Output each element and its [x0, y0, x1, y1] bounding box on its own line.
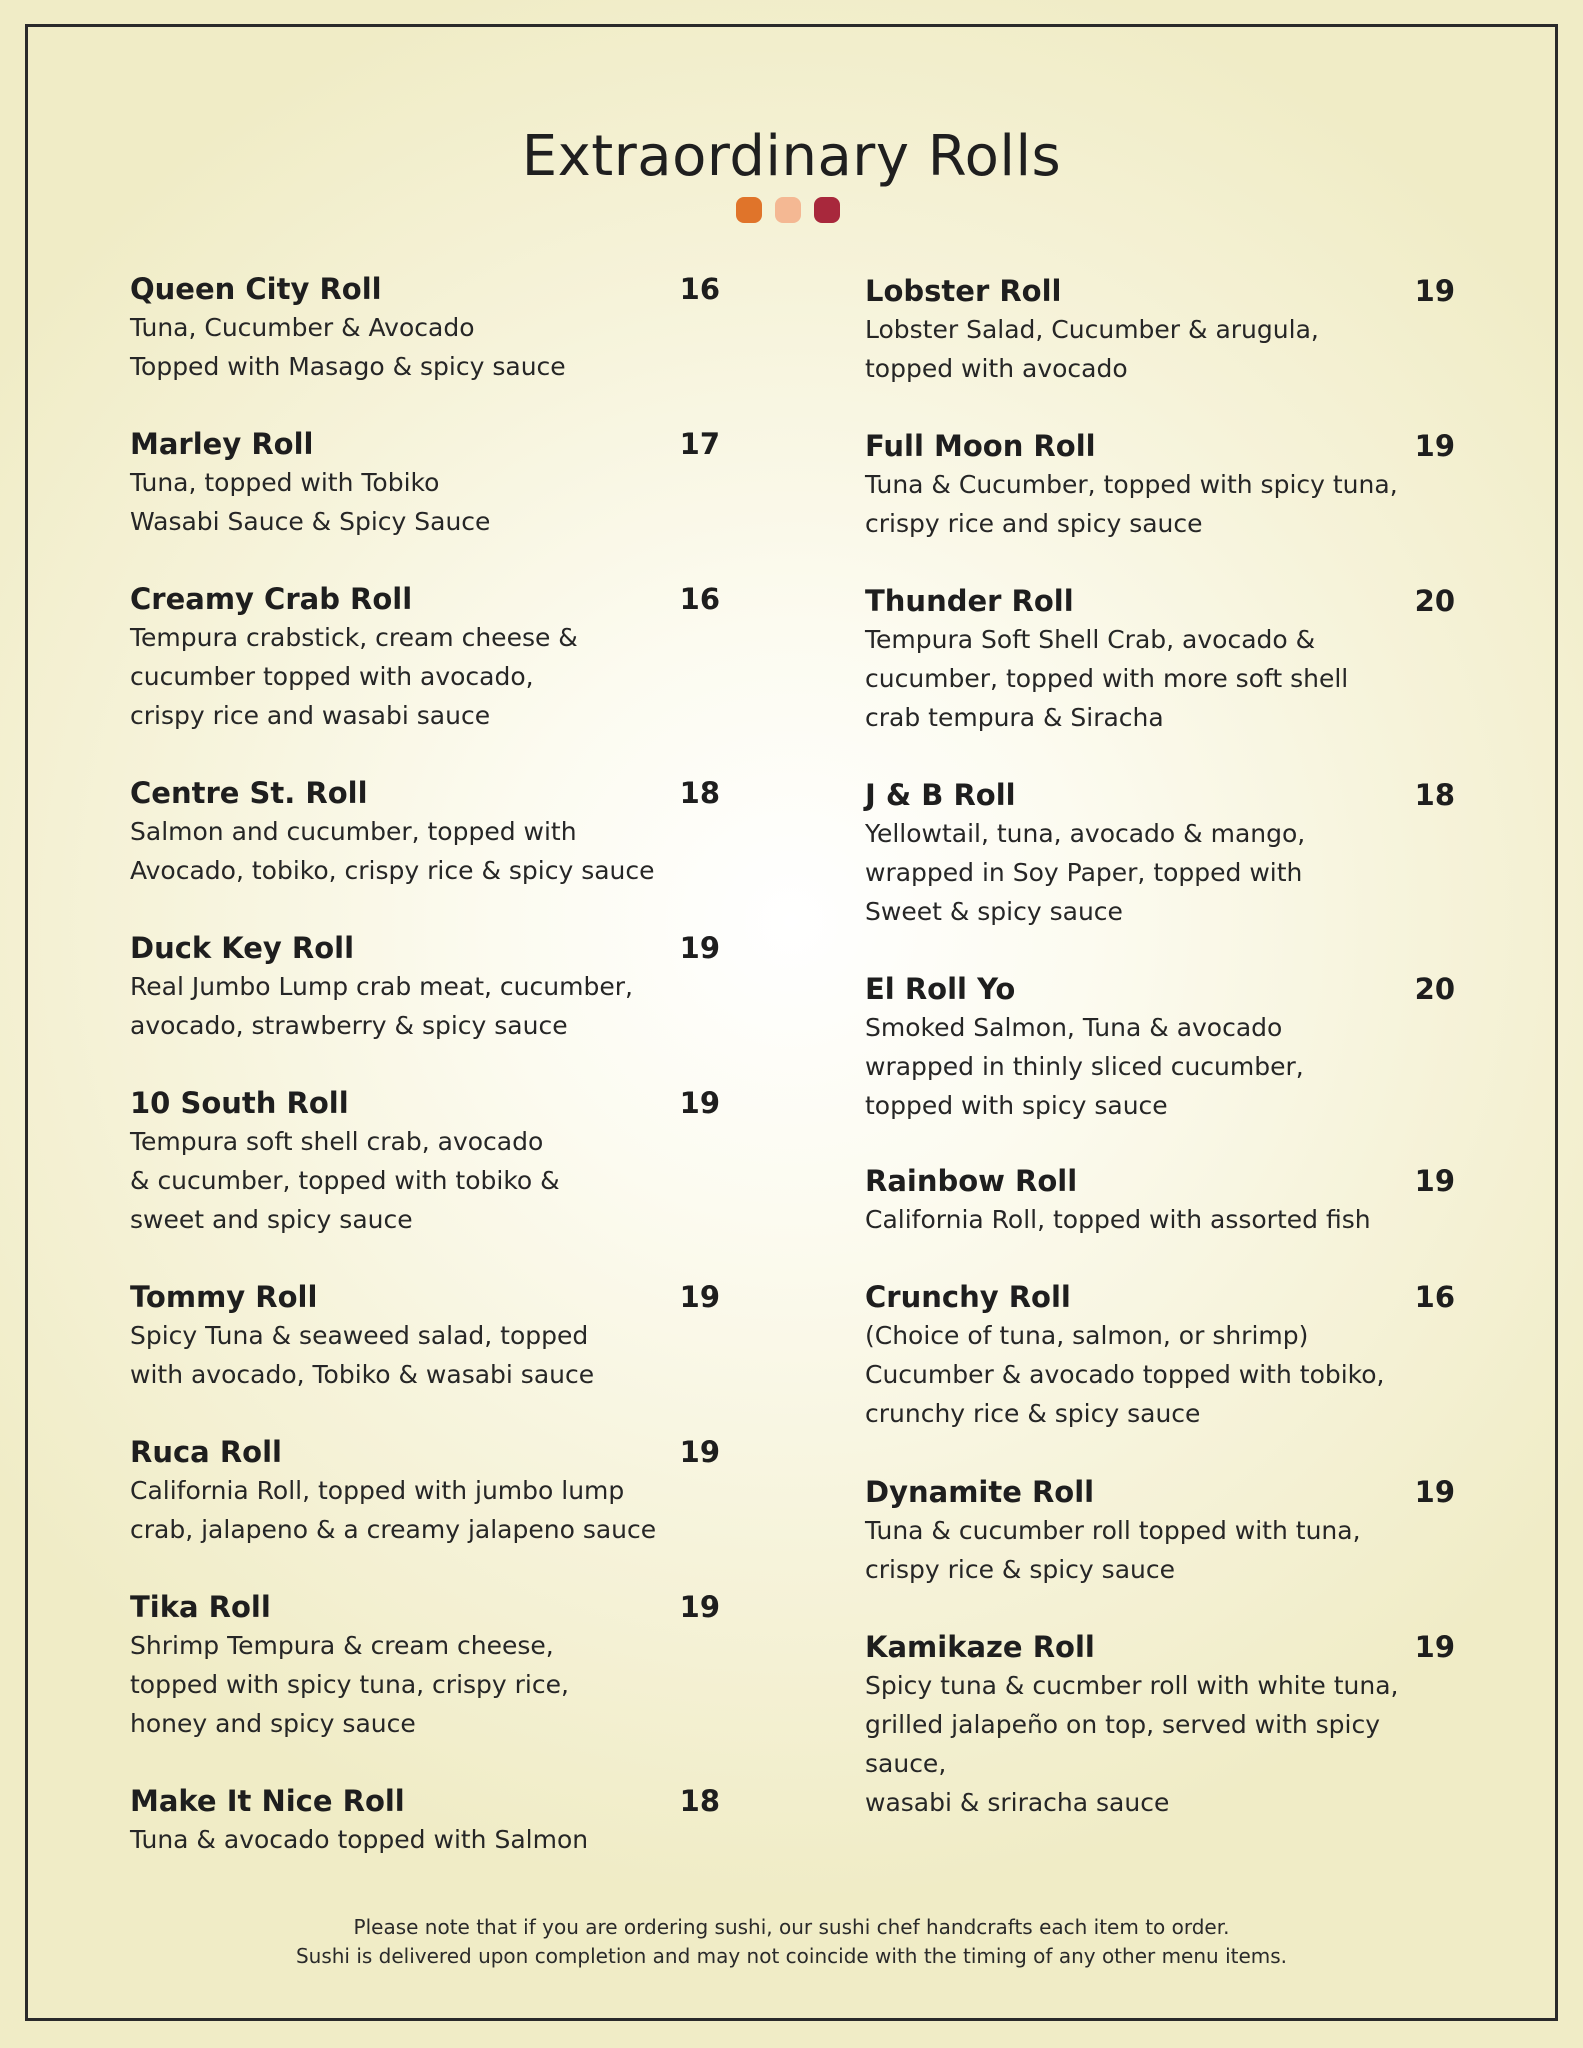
- menu-item-kamikaze-roll: [865, 1628, 1455, 1822]
- menu-item-price: 16: [679, 582, 720, 616]
- menu-item-make-it-nice-roll: [130, 1782, 720, 1859]
- menu-item-price: 19: [1414, 1475, 1455, 1509]
- menu-item-price: 19: [679, 1435, 720, 1469]
- menu-item-price: 16: [1414, 1280, 1455, 1314]
- menu-item-tommy-roll: [130, 1278, 720, 1394]
- accent-dots: [736, 197, 840, 223]
- menu-item-name: Full Moon Roll: [865, 429, 1096, 463]
- menu-item-name: Crunchy Roll: [865, 1280, 1071, 1314]
- menu-item-name: Queen City Roll: [130, 272, 382, 306]
- footer-note-line-2: Sushi is delivered upon completion and may not coincide with the timing of any other menu items.: [295, 1944, 1288, 1968]
- menu-item-description: Spicy Tuna & seaweed salad, topped with avocado, Tobiko & wasabi sauce: [130, 1321, 595, 1389]
- menu-item-price: 17: [679, 427, 720, 461]
- menu-item-name: El Roll Yo: [865, 972, 1016, 1006]
- menu-item-el-roll-yo: [865, 970, 1455, 1125]
- menu-item-marley-roll: [130, 425, 720, 541]
- menu-item-description: Tempura Soft Shell Crab, avocado & cucumber, topped with more soft shell crab tempura & Siracha: [865, 625, 1349, 732]
- menu-item-queen-city-roll: [130, 270, 720, 386]
- menu-item-description: Salmon and cucumber, topped with Avocado, tobiko, crispy rice & spicy sauce: [130, 817, 655, 885]
- menu-item-name: Duck Key Roll: [130, 931, 355, 965]
- menu-item-name: Tommy Roll: [130, 1280, 318, 1314]
- menu-item-j-b-roll: [865, 776, 1455, 931]
- menu-item-price: 19: [679, 1086, 720, 1120]
- menu-title: Extraordinary Rolls: [521, 124, 1062, 189]
- menu-item-name: Dynamite Roll: [865, 1475, 1095, 1509]
- menu-item-tika-roll: [130, 1588, 720, 1743]
- menu-item-name: Lobster Roll: [865, 274, 1062, 308]
- menu-item-description: Smoked Salmon, Tuna & avocado wrapped in thinly sliced cucumber, topped with spicy sauce: [865, 1013, 1304, 1120]
- menu-item-description: Tuna, topped with Tobiko Wasabi Sauce & Spicy Sauce: [130, 468, 491, 536]
- menu-item-description: Lobster Salad, Cucumber & arugula, topped with avocado: [865, 315, 1319, 383]
- menu-item-price: 20: [1414, 972, 1455, 1006]
- sushi-footer-note: [0, 1913, 1583, 1971]
- menu-item-price: 19: [679, 1590, 720, 1624]
- menu-item-description: Tempura soft shell crab, avocado & cucumber, topped with tobiko & sweet and spicy sauce: [130, 1127, 560, 1234]
- menu-item-price: 20: [1414, 584, 1455, 618]
- menu-item-description: California Roll, topped with assorted fish: [865, 1205, 1371, 1234]
- menu-item-description: Real Jumbo Lump crab meat, cucumber, avocado, strawberry & spicy sauce: [130, 972, 633, 1040]
- menu-item-name: Kamikaze Roll: [865, 1630, 1095, 1664]
- menu-item-duck-key-roll: [130, 929, 720, 1045]
- menu-item-name: 10 South Roll: [130, 1086, 349, 1120]
- menu-item-creamy-crab-roll: [130, 580, 720, 735]
- menu-item-name: Marley Roll: [130, 427, 314, 461]
- menu-item-name: Make It Nice Roll: [130, 1784, 405, 1818]
- menu-item-description: Yellowtail, tuna, avocado & mango, wrapped in Soy Paper, topped with Sweet & spicy sauce: [865, 819, 1306, 926]
- menu-item-price: 18: [679, 1784, 720, 1818]
- menu-item-description: Tuna & Cucumber, topped with spicy tuna, crispy rice and spicy sauce: [865, 470, 1398, 538]
- menu-item-description: Tuna, Cucumber & Avocado Topped with Masago & spicy sauce: [130, 313, 566, 381]
- menu-item-crunchy-roll: [865, 1278, 1455, 1433]
- menu-item-name: Ruca Roll: [130, 1435, 282, 1469]
- menu-item-name: Tika Roll: [130, 1590, 271, 1624]
- menu-item-description: Tempura crabstick, cream cheese & cucumber topped with avocado, crispy rice and wasabi sauce: [130, 623, 578, 730]
- menu-item-price: 18: [679, 776, 720, 810]
- menu-item-description: California Roll, topped with jumbo lump crab, jalapeno & a creamy jalapeno sauce: [130, 1476, 657, 1544]
- menu-item-description: Shrimp Tempura & cream cheese, topped with spicy tuna, crispy rice, honey and spicy sauce: [130, 1631, 569, 1738]
- menu-item-ruca-roll: [130, 1433, 720, 1549]
- menu-item-name: Creamy Crab Roll: [130, 582, 413, 616]
- accent-dot-peach: [775, 197, 801, 223]
- menu-item-price: 19: [1414, 429, 1455, 463]
- menu-item-description: Tuna & avocado topped with Salmon: [130, 1825, 589, 1854]
- menu-item-name: Centre St. Roll: [130, 776, 368, 810]
- accent-dot-orange: [736, 197, 762, 223]
- menu-item-name: J & B Roll: [865, 778, 1016, 812]
- menu-item-description: (Choice of tuna, salmon, or shrimp) Cucumber & avocado topped with tobiko, crunchy rice & spicy sauce: [865, 1321, 1385, 1428]
- menu-item-description: Spicy tuna & cucmber roll with white tuna, grilled jalapeño on top, served with spicy sauce, wasabi & sriracha sauce: [865, 1671, 1399, 1817]
- menu-item-dynamite-roll: [865, 1473, 1455, 1589]
- menu-item-centre-st-roll: [130, 774, 720, 890]
- menu-item-full-moon-roll: [865, 427, 1455, 543]
- menu-item-10-south-roll: [130, 1084, 720, 1239]
- menu-item-price: 19: [1414, 274, 1455, 308]
- menu-item-price: 19: [679, 1280, 720, 1314]
- menu-item-price: 19: [1414, 1164, 1455, 1198]
- menu-item-rainbow-roll: [865, 1162, 1455, 1239]
- menu-item-name: Thunder Roll: [865, 584, 1074, 618]
- menu-item-name: Rainbow Roll: [865, 1164, 1078, 1198]
- menu-item-description: Tuna & cucumber roll topped with tuna, crispy rice & spicy sauce: [865, 1516, 1361, 1584]
- menu-item-thunder-roll: [865, 582, 1455, 737]
- footer-note-line-1: Please note that if you are ordering sushi, our sushi chef handcrafts each item to order.: [353, 1915, 1230, 1939]
- menu-item-price: 18: [1414, 778, 1455, 812]
- menu-item-price: 19: [1414, 1630, 1455, 1664]
- menu-item-lobster-roll: [865, 272, 1455, 388]
- menu-item-price: 16: [679, 272, 720, 306]
- menu-item-price: 19: [679, 931, 720, 965]
- accent-dot-red: [814, 197, 840, 223]
